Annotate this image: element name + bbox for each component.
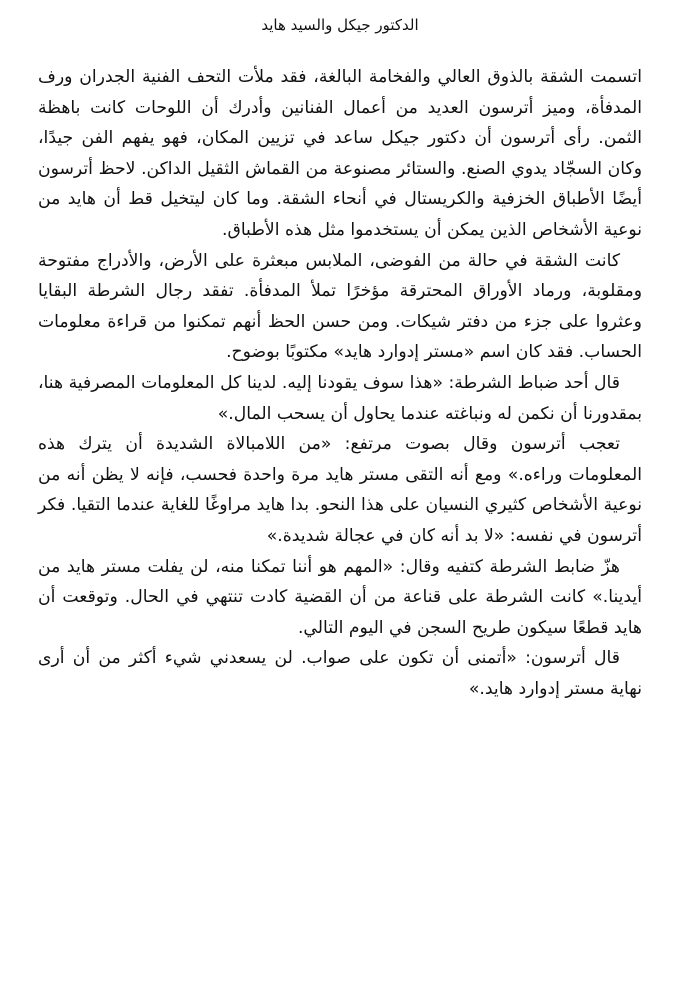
paragraph-utterson-surprise: تعجب أترسون وقال بصوت مرتفع: «من اللامبالاة الشديدة أن يترك هذه المعلومات وراءه.» ومع أنه التقى مستر هايد مرة واحدة فحسب، فإنه لا يظن أنه من نوعية الأشخاص كثيري النسيان على هذا النحو. بدا هايد مراوغًا للغاية عندما التقيا. فكر أترسون في نفسه: «لا بد أنه كان في عجالة شديدة.» bbox=[38, 434, 642, 546]
paragraph-apartment-disorder: كانت الشقة في حالة من الفوضى، الملابس مبعثرة على الأرض، والأدراج مفتوحة ومقلوبة، ورماد الأوراق المحترقة مؤخرًا تملأ المدفأة. تفقد رجال الشرطة البقايا وعثروا على جزء من دفتر شيكات. ومن حسن الحظ أنهم تمكنوا من قراءة معلومات الحساب. فقد كان اسم «مستر إدوارد هايد» مكتوبًا بوضوح. bbox=[38, 250, 642, 363]
paragraph-officer-remark: قال أحد ضباط الشرطة: «هذا سوف يقودنا إليه. لدينا كل المعلومات المصرفية هنا، بمقدورنا أن نكمن له ونباغته عندما يحاول أن يسحب المال.» bbox=[38, 372, 642, 424]
paragraph-officer-confidence: هزّ ضابط الشرطة كتفيه وقال: «المهم هو أننا تمكنا منه، لن يفلت مستر هايد من أيدينا.» كانت الشرطة على قناعة من أن القضية كادت تنتهي في الحال. وتوقعت أن هايد قطعًا سيكون طريح السجن في اليوم التالي. bbox=[38, 556, 642, 638]
body-text bbox=[38, 62, 642, 704]
running-header: الدكتور جيكل والسيد هايد bbox=[261, 16, 419, 34]
paragraph-apartment-description: اتسمت الشقة بالذوق العالي والفخامة البالغة، فقد ملأت التحف الفنية الجدران ورف المدفأة، وميز أترسون العديد من أعمال الفنانين وأدرك أن اللوحات كانت باهظة الثمن. رأى أترسون أن دكتور جيكل ساعد في تزيين المكان، فهو يفهم الفن جيدًا، وكان السجّاد يدوي الصنع. والستائر مصنوعة من القماش الثقيل الداكن. لاحظ أترسون أيضًا الأطباق الخزفية والكريستال في أنحاء الشقة. وما كان ليتخيل قط أن هايد من نوعية الأشخاص الذين يمكن أن يستخدموا مثل هذه الأطباق. bbox=[38, 67, 642, 240]
paragraph-utterson-hope: قال أترسون: «أتمنى أن تكون على صواب. لن يسعدني شيء أكثر من أن أرى نهاية مستر إدوارد هايد.» bbox=[38, 648, 642, 699]
